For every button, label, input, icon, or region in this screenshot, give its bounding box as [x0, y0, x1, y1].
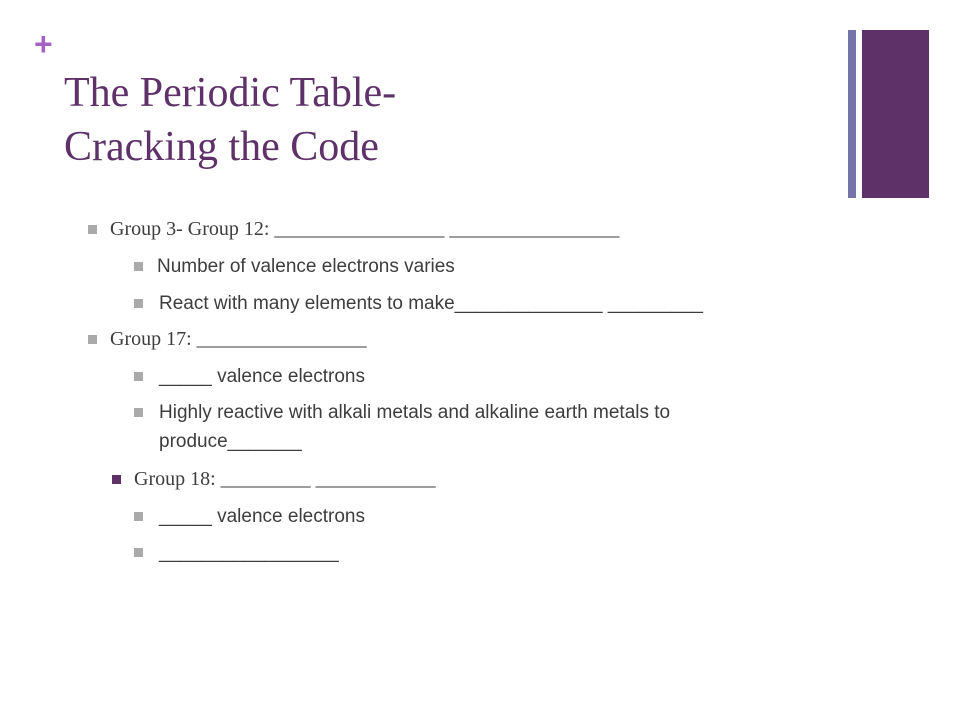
list-item-text	[159, 398, 670, 456]
list-item	[88, 215, 619, 244]
list-item-text-line-1: Highly reactive with alkali metals and alkaline earth metals to	[159, 402, 671, 423]
list-item-text: _________________	[159, 542, 339, 563]
title-line-1: The Periodic Table-	[64, 70, 397, 116]
plus-icon: +	[34, 26, 53, 62]
square-bullet-icon	[88, 335, 97, 344]
square-bullet-icon	[134, 262, 143, 271]
list-item-text: _____ valence electrons	[159, 366, 365, 387]
list-item-text: React with many elements to make______________ _________	[159, 293, 703, 314]
square-bullet-icon	[88, 225, 97, 234]
square-bullet-icon	[112, 475, 121, 484]
square-bullet-icon	[134, 548, 143, 557]
square-bullet-icon	[134, 408, 143, 417]
square-bullet-icon	[134, 512, 143, 521]
list-item	[88, 325, 367, 354]
list-item	[134, 538, 339, 567]
list-item	[134, 398, 670, 456]
list-item	[112, 465, 436, 494]
square-bullet-icon	[134, 299, 143, 308]
list-item-text: _____ valence electrons	[159, 506, 365, 527]
square-bullet-icon	[134, 372, 143, 381]
list-item-text: Group 18: _________ ____________	[134, 468, 436, 490]
list-item-text-line-2: produce_______	[159, 431, 302, 452]
list-item	[134, 289, 703, 318]
title-line-2: Cracking the Code	[64, 124, 379, 170]
list-item-text: Number of valence electrons varies	[157, 256, 455, 277]
list-item-text: Group 3- Group 12: _________________ _________________	[110, 218, 620, 240]
list-item	[134, 362, 365, 391]
list-item	[134, 252, 455, 281]
list-item-text: Group 17: _________________	[110, 328, 367, 350]
list-item	[134, 502, 365, 531]
